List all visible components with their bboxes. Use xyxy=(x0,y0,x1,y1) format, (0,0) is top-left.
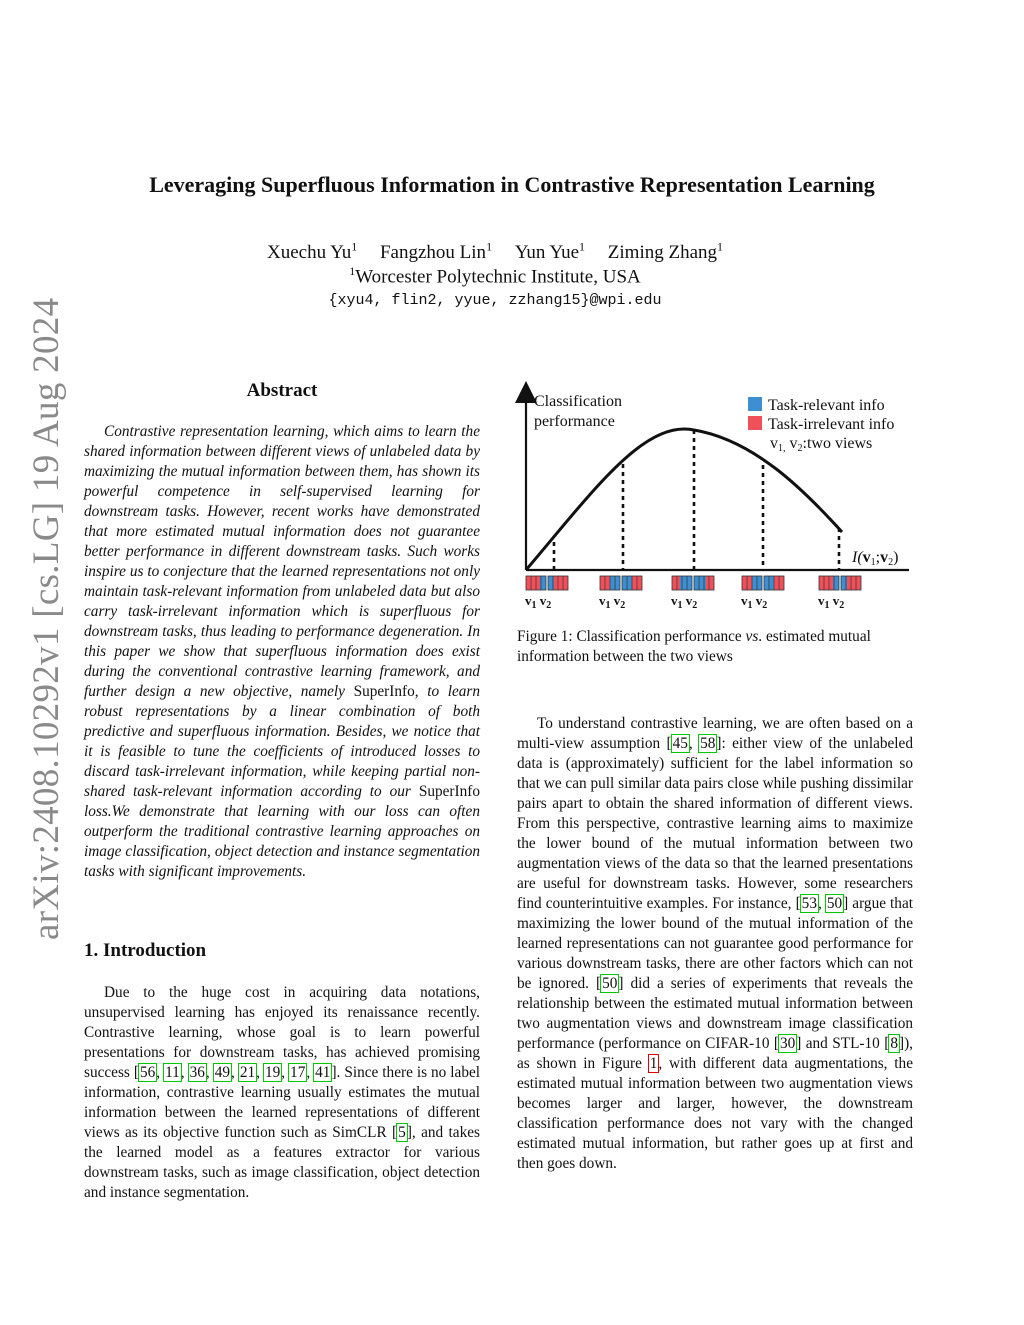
view-pair-label: $v_1$ $v_2$ xyxy=(671,593,698,611)
citation-link[interactable]: 11 xyxy=(165,1064,180,1081)
figure-caption: Figure 1: Classification performance vs. estimated mutual information between the two views xyxy=(517,628,871,665)
performance-curve-diagram xyxy=(514,380,914,615)
author: Ziming Zhang$^1$ xyxy=(607,240,724,264)
legend-label: Task-irrelevant info xyxy=(768,416,895,433)
author-emails: {xyu4, flin2, yyue, zzhang15}@wpi.edu xyxy=(328,292,662,309)
view-pair-label: $v_1$ $v_2$ xyxy=(818,593,845,611)
author: Fangzhou Lin$^1$ xyxy=(379,240,493,264)
legend-swatch-relevant xyxy=(748,397,762,411)
citation-link[interactable]: 5 xyxy=(398,1124,406,1141)
author: Yun Yue$^1$ xyxy=(514,240,586,264)
citation-link[interactable]: 21 xyxy=(239,1064,256,1081)
citation-link[interactable]: 36 xyxy=(189,1064,205,1081)
view-pair-label: $v_1$ $v_2$ xyxy=(741,593,768,611)
affiliation: $^1$Worcester Polytechnic Institute, USA xyxy=(349,264,641,288)
y-axis-label: Classification xyxy=(534,393,622,410)
y-axis-label: performance xyxy=(534,413,615,430)
author-list xyxy=(0,240,990,264)
citation-link[interactable]: 8 xyxy=(890,1035,898,1052)
paper-title: Leveraging Superfluous Information in Contrastive Representation Learning xyxy=(149,172,875,197)
citation-link[interactable]: 45 xyxy=(672,735,688,752)
author: Xuechu Yu$^1$ xyxy=(266,240,358,264)
view-pair-label: $v_1$ $v_2$ xyxy=(599,593,626,611)
citation-link[interactable]: 53 xyxy=(801,895,817,912)
method-name: SuperInfo xyxy=(418,783,480,800)
method-name: SuperInfo xyxy=(353,683,415,700)
citation-link[interactable]: 56 xyxy=(139,1064,156,1081)
arxiv-identifier: arXiv:2408.10292v1 [cs.LG] 19 Aug 2024 xyxy=(26,297,67,940)
citation-link[interactable]: 19 xyxy=(264,1064,281,1081)
body-paragraph: To understand contrastive learning, we are often based on a multi-view assumption [45, 58]: either view of the unlabeled data is (approximately) sufficient for the label information so that we can pull similar data pairs close while pushing dissimilar pairs apart to obtain the shared information of different views. From this perspective, contrastive learning aims to maximize the lower bound of the mutual information between two augmentation views of the data so that the learned presentations are useful for downstream tasks. However, some researchers find counterintuitive examples. For instance, [53, 50] argue that maximizing the lower bound of the mutual information of the learned representations can not guarantee good performance for various downstream tasks, there are other factors which can not be ignored. [50] did a series of experiments that reveals the relationship between the estimated mutual information between two augmentation views and downstream image classification performance (performance on CIFAR-10 [30] and STL-10 [8]), as shown in Figure 1, with different data augmentations, the estimated mutual information between two augmentation views becomes larger and larger, however, the downstream classification performance does not vary with the changed estimated mutual information, but rather goes up at first and then goes down. xyxy=(517,715,914,1172)
citation-link[interactable]: 50 xyxy=(826,895,843,912)
citation-link[interactable]: 49 xyxy=(214,1064,231,1081)
section-heading-introduction: 1. Introduction xyxy=(84,940,207,961)
citation-link[interactable]: 50 xyxy=(602,975,618,992)
view-pair-bars xyxy=(525,576,861,611)
citation-link[interactable]: 41 xyxy=(315,1064,331,1081)
citation-link[interactable]: 30 xyxy=(779,1035,796,1052)
views-note: v1, v2:two views xyxy=(770,435,873,454)
figure-1 xyxy=(514,380,914,615)
x-axis-label: I(v1;v2) xyxy=(852,549,899,568)
introduction-paragraph: Due to the huge cost in acquiring data notations, unsupervised learning has enjoyed its renaissance recently. Contrastive learning, whose goal is to learn powerful presentations for downstream tasks, has achieved promising success [56, 11, 36, 49, 21, 19, 17, 41]. Since there is no label information, contrastive learning usually estimates the mutual information between the learned representations of different views as its objective function such as SimCLR [5], and takes the learned model as a features extractor for various downstream tasks, such as image classification, object detection and instance segmentation. xyxy=(84,984,481,1201)
citation-link[interactable]: 58 xyxy=(700,735,716,752)
legend-swatch-irrelevant xyxy=(748,416,762,430)
abstract-heading: Abstract xyxy=(246,380,318,401)
citation-link[interactable]: 17 xyxy=(290,1064,306,1081)
view-pair-label: $v_1$ $v_2$ xyxy=(525,593,552,611)
legend-label: Task-relevant info xyxy=(768,397,885,414)
abstract-body: Contrastive representation learning, which aims to learn the shared information between different views of unlabeled data by maximizing the mutual information between them, has shown its powerful competence in self-supervised learning for downstream tasks. However, recent works have demonstrated that more estimated mutual information does not guarantee better performance in different downstream tasks. Such works inspire us to conjecture that the learned representations not only maintain task-relevant information from unlabeled data but also carry task-irrelevant information which is superfluous for downstream tasks, thus leading to performance degeneration. In this paper we show that superfluous information does exist during the conventional contrastive learning framework, and further design a new objective, namely SuperInfo, to learn robust representations by a linear combination of both predictive and superfluous information. Besides, we notice that it is feasible to tune the coefficients of introduced losses to discard task-irrelevant information, while keeping partial non-shared task-relevant information according to our SuperInfo loss.We demonstrate that learning with our loss can often outperform the traditional contrastive learning approaches on image classification, object detection and instance segmentation tasks with significant improvements. xyxy=(84,423,480,880)
figure-reference-link[interactable]: 1 xyxy=(649,1055,658,1072)
